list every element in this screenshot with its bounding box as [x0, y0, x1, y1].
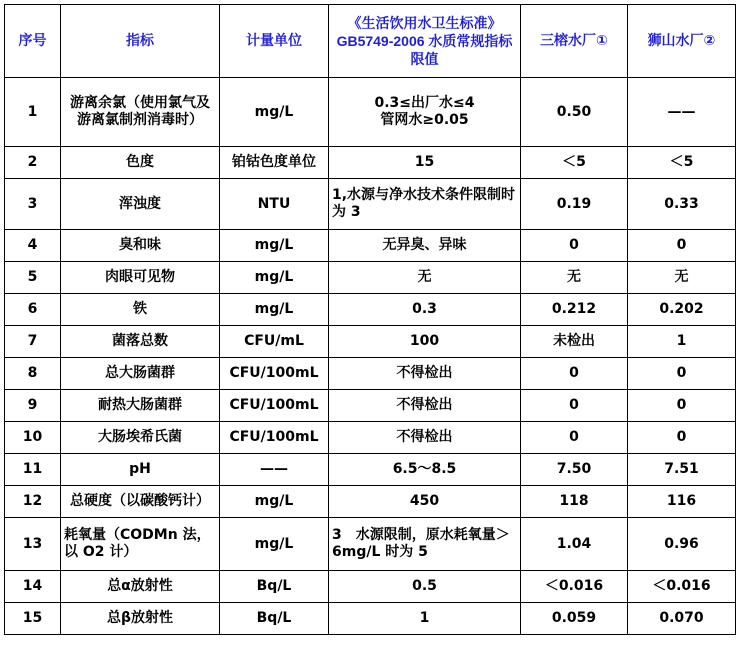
- header-standard: 《生活饮用水卫生标准》GB5749-2006 水质常规指标限值: [329, 5, 521, 78]
- cell-plant2: 116: [628, 486, 736, 518]
- cell-plant1: ＜5: [521, 147, 628, 179]
- cell-plant1: 0: [521, 422, 628, 454]
- table-row: [5, 358, 736, 390]
- cell-unit: CFU/100mL: [220, 358, 329, 390]
- table-row: [5, 78, 736, 147]
- cell-indicator: 耐热大肠菌群: [61, 390, 220, 422]
- cell-indicator: 游离余氯（使用氯气及游离氯制剂消毒时）: [61, 78, 220, 147]
- cell-plant1: 0: [521, 390, 628, 422]
- cell-indicator: pH: [61, 454, 220, 486]
- cell-indicator: 肉眼可见物: [61, 262, 220, 294]
- table-row: [5, 571, 736, 603]
- cell-no: 13: [5, 518, 61, 571]
- cell-indicator: 铁: [61, 294, 220, 326]
- cell-unit: Bq/L: [220, 603, 329, 635]
- cell-indicator: 大肠埃希氏菌: [61, 422, 220, 454]
- cell-unit: mg/L: [220, 294, 329, 326]
- cell-plant1: 0.212: [521, 294, 628, 326]
- cell-plant2: 7.51: [628, 454, 736, 486]
- cell-unit: mg/L: [220, 78, 329, 147]
- cell-indicator: 菌落总数: [61, 326, 220, 358]
- cell-plant2: 0: [628, 358, 736, 390]
- cell-no: 9: [5, 390, 61, 422]
- cell-limit: 0.3: [329, 294, 521, 326]
- cell-plant1: 1.04: [521, 518, 628, 571]
- cell-plant2: 无: [628, 262, 736, 294]
- cell-unit: mg/L: [220, 230, 329, 262]
- cell-plant1: 无: [521, 262, 628, 294]
- cell-unit: CFU/mL: [220, 326, 329, 358]
- cell-plant2: 0.33: [628, 179, 736, 230]
- cell-limit: 6.5～8.5: [329, 454, 521, 486]
- cell-limit: 1,水源与净水技术条件限制时为 3: [329, 179, 521, 230]
- table-row: [5, 603, 736, 635]
- cell-plant1: 7.50: [521, 454, 628, 486]
- cell-indicator: 总大肠菌群: [61, 358, 220, 390]
- cell-plant2: 0.070: [628, 603, 736, 635]
- table-row: [5, 147, 736, 179]
- cell-no: 11: [5, 454, 61, 486]
- cell-indicator: 浑浊度: [61, 179, 220, 230]
- cell-limit: 不得检出: [329, 422, 521, 454]
- cell-no: 5: [5, 262, 61, 294]
- cell-limit: 无: [329, 262, 521, 294]
- table-row: [5, 518, 736, 571]
- cell-limit: 100: [329, 326, 521, 358]
- cell-plant2: 0: [628, 390, 736, 422]
- table-row: [5, 230, 736, 262]
- table-row: [5, 390, 736, 422]
- cell-no: 6: [5, 294, 61, 326]
- table-row: [5, 262, 736, 294]
- cell-plant2: 0: [628, 422, 736, 454]
- cell-indicator: 总β放射性: [61, 603, 220, 635]
- cell-limit: 3 水源限制，原水耗氧量＞6mg/L 时为 5: [329, 518, 521, 571]
- table-row: [5, 179, 736, 230]
- cell-unit: mg/L: [220, 518, 329, 571]
- cell-no: 15: [5, 603, 61, 635]
- cell-limit: 0.5: [329, 571, 521, 603]
- table-row: [5, 422, 736, 454]
- header-row: [5, 5, 736, 78]
- cell-unit: 铂钴色度单位: [220, 147, 329, 179]
- table-row: [5, 454, 736, 486]
- water-quality-table: [4, 4, 736, 635]
- cell-plant1: ＜0.016: [521, 571, 628, 603]
- cell-plant2: 0: [628, 230, 736, 262]
- cell-plant2: ＜5: [628, 147, 736, 179]
- cell-no: 2: [5, 147, 61, 179]
- cell-no: 3: [5, 179, 61, 230]
- cell-plant2: 0.202: [628, 294, 736, 326]
- cell-unit: Bq/L: [220, 571, 329, 603]
- cell-unit: ——: [220, 454, 329, 486]
- cell-unit: CFU/100mL: [220, 422, 329, 454]
- cell-limit: 450: [329, 486, 521, 518]
- cell-limit: 15: [329, 147, 521, 179]
- cell-plant2: ——: [628, 78, 736, 147]
- cell-limit: 无异臭、异味: [329, 230, 521, 262]
- cell-no: 8: [5, 358, 61, 390]
- header-indicator: 指标: [61, 5, 220, 78]
- table-row: [5, 486, 736, 518]
- table-row: [5, 294, 736, 326]
- cell-indicator: 色度: [61, 147, 220, 179]
- cell-limit: 不得检出: [329, 390, 521, 422]
- cell-plant1: 未检出: [521, 326, 628, 358]
- cell-plant2: 1: [628, 326, 736, 358]
- cell-plant1: 0: [521, 358, 628, 390]
- header-unit: 计量单位: [220, 5, 329, 78]
- cell-no: 10: [5, 422, 61, 454]
- table-row: [5, 326, 736, 358]
- cell-limit: 不得检出: [329, 358, 521, 390]
- cell-indicator: 耗氧量（CODMn 法，以 O2 计）: [61, 518, 220, 571]
- cell-unit: NTU: [220, 179, 329, 230]
- cell-indicator: 总α放射性: [61, 571, 220, 603]
- header-plant1: 三榕水厂①: [521, 5, 628, 78]
- cell-limit: 0.3≤出厂水≤4 管网水≥0.05: [329, 78, 521, 147]
- cell-plant2: 0.96: [628, 518, 736, 571]
- cell-plant1: 0.50: [521, 78, 628, 147]
- cell-indicator: 臭和味: [61, 230, 220, 262]
- cell-plant1: 118: [521, 486, 628, 518]
- cell-plant1: 0.19: [521, 179, 628, 230]
- cell-no: 4: [5, 230, 61, 262]
- cell-plant1: 0.059: [521, 603, 628, 635]
- cell-plant2: ＜0.016: [628, 571, 736, 603]
- cell-unit: mg/L: [220, 262, 329, 294]
- cell-limit: 1: [329, 603, 521, 635]
- cell-indicator: 总硬度（以碳酸钙计）: [61, 486, 220, 518]
- cell-no: 12: [5, 486, 61, 518]
- header-plant2: 狮山水厂②: [628, 5, 736, 78]
- cell-no: 1: [5, 78, 61, 147]
- cell-no: 14: [5, 571, 61, 603]
- cell-no: 7: [5, 326, 61, 358]
- cell-plant1: 0: [521, 230, 628, 262]
- cell-unit: mg/L: [220, 486, 329, 518]
- cell-unit: CFU/100mL: [220, 390, 329, 422]
- header-seq: 序号: [5, 5, 61, 78]
